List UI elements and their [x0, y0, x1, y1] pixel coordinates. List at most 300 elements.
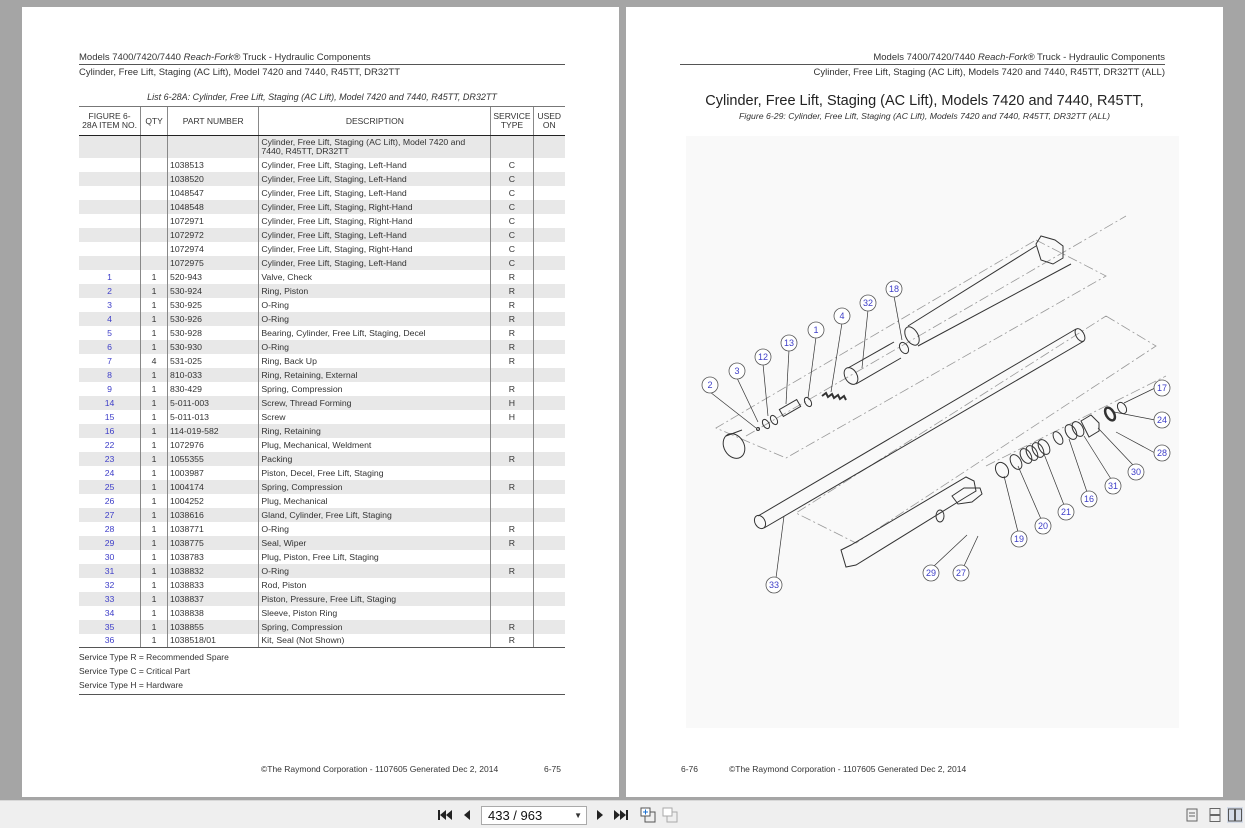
- svg-text:4: 4: [839, 311, 845, 322]
- part-number-cell: 810-033: [168, 368, 259, 382]
- continuous-view-button[interactable]: [1207, 807, 1223, 823]
- continuous-page-icon: [1209, 808, 1221, 822]
- used-on-cell: [533, 564, 565, 578]
- used-on-cell: [533, 578, 565, 592]
- service-type-cell: R: [491, 620, 533, 634]
- description-cell: Plug, Mechanical: [259, 494, 491, 508]
- single-page-view-button[interactable]: [1184, 807, 1200, 823]
- last-page-icon: [614, 809, 628, 821]
- svg-text:17: 17: [1156, 383, 1168, 394]
- col-header-used-on: USED ON: [533, 107, 565, 136]
- table-row: [79, 256, 565, 270]
- qty-cell: [141, 186, 168, 200]
- copy-page-icon: [640, 807, 656, 823]
- table-row: [79, 354, 565, 368]
- svg-text:21: 21: [1060, 507, 1072, 518]
- page-indicator: 433 / 963: [488, 808, 543, 823]
- used-on-cell: [533, 284, 565, 298]
- table-row: [79, 214, 565, 228]
- table-row: [79, 382, 565, 396]
- item-number-cell: [79, 242, 141, 256]
- description-cell: O-Ring: [259, 340, 491, 354]
- part-number-cell: 1038832: [168, 564, 259, 578]
- used-on-cell: [533, 466, 565, 480]
- table-row: [79, 340, 565, 354]
- qty-cell: 1: [141, 494, 168, 508]
- part-number-cell: 1048548: [168, 200, 259, 214]
- table-row: [79, 452, 565, 466]
- part-number-cell: 1072975: [168, 256, 259, 270]
- used-on-cell: [533, 256, 565, 270]
- svg-text:3: 3: [734, 366, 740, 377]
- item-number-cell[interactable]: 4: [79, 312, 141, 326]
- description-cell: Kit, Seal (Not Shown): [259, 634, 491, 648]
- page-number: 6-76: [681, 764, 699, 774]
- used-on-cell: [533, 382, 565, 396]
- qty-cell: 1: [141, 578, 168, 592]
- table-row: [79, 284, 565, 298]
- callout-21[interactable]: [1058, 504, 1074, 520]
- description-cell: Sleeve, Piston Ring: [259, 606, 491, 620]
- table-row: [79, 564, 565, 578]
- page-stack-icon: [662, 807, 678, 823]
- used-on-cell: [533, 480, 565, 494]
- previous-page-icon: [462, 809, 472, 821]
- qty-cell: 1: [141, 284, 168, 298]
- part-number-cell: 1038833: [168, 578, 259, 592]
- item-number-cell: [79, 186, 141, 200]
- callout-30[interactable]: [1128, 464, 1144, 480]
- page-number: 6-75: [544, 764, 562, 774]
- item-number-cell[interactable]: 27: [79, 508, 141, 522]
- navigation-toolbar: [0, 800, 1245, 828]
- service-type-cell: [491, 466, 533, 480]
- description-cell: O-Ring: [259, 298, 491, 312]
- part-number-cell: 1038513: [168, 158, 259, 172]
- remove-page-button[interactable]: [662, 807, 678, 823]
- item-number-cell[interactable]: 14: [79, 396, 141, 410]
- item-number-cell: [79, 172, 141, 186]
- part-number-cell: 1038616: [168, 508, 259, 522]
- header-subtitle: Cylinder, Free Lift, Staging (AC Lift), Model 7420 and 7440, R45TT, DR32TT: [79, 67, 401, 78]
- used-on-cell: [533, 620, 565, 634]
- item-number-cell[interactable]: 32: [104, 579, 115, 590]
- item-number-cell[interactable]: 23: [79, 452, 141, 466]
- svg-text:28: 28: [1156, 448, 1168, 459]
- page-right: [626, 7, 1223, 797]
- service-type-cell: R: [491, 634, 533, 648]
- table-row: [79, 620, 565, 634]
- table-row: [79, 396, 565, 410]
- qty-cell: 1: [141, 452, 168, 466]
- service-type-cell: [491, 368, 533, 382]
- used-on-cell: [533, 410, 565, 424]
- description-cell: Screw, Thread Forming: [259, 396, 491, 410]
- svg-text:19: 19: [1013, 534, 1025, 545]
- previous-page-button[interactable]: [459, 807, 475, 823]
- callout-17[interactable]: [1154, 380, 1170, 396]
- table-row: [79, 424, 565, 438]
- service-type-cell: C: [491, 172, 533, 186]
- callout-group: [702, 281, 1170, 593]
- used-on-cell: [533, 508, 565, 522]
- legend-item-c: Service Type C = Critical Part: [79, 666, 191, 676]
- description-cell: Gland, Cylinder, Free Lift, Staging: [259, 508, 491, 522]
- used-on-cell: [533, 172, 565, 186]
- qty-cell: 1: [141, 634, 168, 648]
- legend-item-r: Service Type R = Recommended Spare: [79, 652, 229, 662]
- svg-text:16: 16: [1083, 494, 1095, 505]
- service-type-cell: C: [491, 200, 533, 214]
- part-number-cell: 1072972: [168, 228, 259, 242]
- figure-caption: Figure 6-29: Cylinder, Free Lift, Staging (AC Lift), Models 7420 and 7440, R45TT, DR32TT (ALL): [738, 111, 1110, 121]
- item-number-cell[interactable]: 16: [79, 424, 141, 438]
- single-page-icon: [1186, 808, 1198, 822]
- used-on-cell: [533, 396, 565, 410]
- callout-31[interactable]: [1105, 478, 1121, 494]
- item-number-cell[interactable]: 24: [104, 467, 115, 478]
- page-number-dropdown[interactable]: [481, 806, 587, 825]
- footer-copyright: ©The Raymond Corporation - 1107605 Generated Dec 2, 2014: [261, 764, 499, 774]
- used-on-cell: [533, 452, 565, 466]
- svg-text:20: 20: [1037, 521, 1049, 532]
- part-number-cell: 1038837: [168, 592, 259, 606]
- part-number-cell: 1072971: [168, 214, 259, 228]
- svg-text:13: 13: [783, 338, 795, 349]
- table-row: [79, 326, 565, 340]
- qty-cell: 1: [141, 326, 168, 340]
- qty-cell: 1: [141, 340, 168, 354]
- item-number-cell[interactable]: 29: [79, 536, 141, 550]
- part-number-cell: 1038838: [168, 606, 259, 620]
- qty-cell: 1: [141, 606, 168, 620]
- used-on-cell: [533, 424, 565, 438]
- header-rule: [79, 64, 565, 65]
- service-type-cell: C: [491, 214, 533, 228]
- qty-cell: 1: [141, 298, 168, 312]
- qty-cell: 1: [141, 438, 168, 452]
- first-page-icon: [438, 809, 452, 821]
- svg-text:30: 30: [1130, 467, 1142, 478]
- qty-cell: 1: [141, 424, 168, 438]
- item-number-cell[interactable]: 3: [107, 299, 112, 310]
- description-cell: Cylinder, Free Lift, Staging, Left-Hand: [259, 172, 491, 186]
- description-cell: Seal, Wiper: [259, 536, 491, 550]
- description-cell: Bearing, Cylinder, Free Lift, Staging, Decel: [259, 326, 491, 340]
- service-type-cell: [491, 606, 533, 620]
- item-number-cell[interactable]: 36: [79, 634, 141, 648]
- service-type-cell: [491, 136, 533, 158]
- next-page-icon: [595, 809, 605, 821]
- qty-cell: 1: [141, 396, 168, 410]
- callout-27[interactable]: [953, 565, 969, 581]
- description-cell: Ring, Retaining, External: [259, 368, 491, 382]
- used-on-cell: [533, 340, 565, 354]
- qty-cell: 1: [141, 466, 168, 480]
- used-on-cell: [533, 312, 565, 326]
- used-on-cell: [533, 522, 565, 536]
- table-row: [79, 200, 565, 214]
- part-number-cell: 114-019-582: [168, 424, 259, 438]
- item-number-cell[interactable]: 30: [104, 551, 115, 562]
- service-type-cell: [491, 578, 533, 592]
- last-page-button[interactable]: [613, 807, 629, 823]
- item-number-cell[interactable]: 31: [79, 564, 141, 578]
- description-cell: Piston, Decel, Free Lift, Staging: [259, 466, 491, 480]
- part-number-cell: 1055355: [168, 452, 259, 466]
- part-number-cell: 530-926: [168, 312, 259, 326]
- table-row: [79, 410, 565, 424]
- svg-text:31: 31: [1107, 481, 1119, 492]
- service-type-cell: R: [491, 382, 533, 396]
- service-type-cell: R: [491, 564, 533, 578]
- description-cell: O-Ring: [259, 312, 491, 326]
- service-type-cell: C: [491, 186, 533, 200]
- description-cell: Plug, Piston, Free Lift, Staging: [259, 550, 491, 564]
- item-number-cell[interactable]: 7: [107, 355, 112, 366]
- item-number-cell[interactable]: 34: [104, 607, 115, 618]
- used-on-cell: [533, 186, 565, 200]
- part-number-cell: 1038775: [168, 536, 259, 550]
- service-type-cell: R: [491, 340, 533, 354]
- qty-cell: [141, 172, 168, 186]
- item-number-cell[interactable]: 8: [79, 368, 141, 382]
- callout-12[interactable]: [755, 349, 771, 365]
- callout-4[interactable]: [834, 308, 850, 324]
- service-type-cell: R: [491, 312, 533, 326]
- description-cell: Ring, Piston: [259, 284, 491, 298]
- qty-cell: 1: [141, 270, 168, 284]
- part-number-cell: 1038855: [168, 620, 259, 634]
- description-cell: Piston, Pressure, Free Lift, Staging: [259, 592, 491, 606]
- callout-20[interactable]: [1035, 518, 1051, 534]
- item-number-cell: [79, 228, 141, 242]
- callout-33[interactable]: [766, 577, 782, 593]
- description-cell: Spring, Compression: [259, 620, 491, 634]
- next-page-button[interactable]: [592, 807, 608, 823]
- callout-24[interactable]: [1154, 412, 1170, 428]
- page-left: [22, 7, 619, 797]
- part-number-cell: [168, 136, 259, 158]
- used-on-cell: [533, 242, 565, 256]
- qty-cell: 1: [141, 410, 168, 424]
- table-row: [79, 136, 565, 158]
- service-type-legend: [79, 650, 565, 695]
- used-on-cell: [533, 368, 565, 382]
- callout-2[interactable]: [702, 377, 718, 393]
- qty-cell: 1: [141, 480, 168, 494]
- item-number-cell[interactable]: 33: [79, 592, 141, 606]
- service-type-cell: H: [491, 410, 533, 424]
- callout-19[interactable]: [1011, 531, 1027, 547]
- used-on-cell: [533, 536, 565, 550]
- table-row: [79, 172, 565, 186]
- table-row: [79, 368, 565, 382]
- table-row: [79, 522, 565, 536]
- item-number-cell: [79, 136, 141, 158]
- item-number-cell[interactable]: 9: [107, 383, 112, 394]
- svg-text:33: 33: [768, 580, 780, 591]
- part-number-cell: 1048547: [168, 186, 259, 200]
- part-number-cell: 530-928: [168, 326, 259, 340]
- table-row: [79, 466, 565, 480]
- legend-item-h: Service Type H = Hardware: [79, 680, 184, 690]
- item-number-cell[interactable]: 6: [79, 340, 141, 354]
- svg-text:1: 1: [813, 325, 819, 336]
- service-type-cell: [491, 550, 533, 564]
- table-row: [79, 158, 565, 172]
- table-row: [79, 298, 565, 312]
- qty-cell: [141, 214, 168, 228]
- qty-cell: 1: [141, 382, 168, 396]
- dropdown-arrow-icon: ▼: [574, 811, 582, 820]
- qty-cell: [141, 228, 168, 242]
- svg-text:29: 29: [925, 568, 937, 579]
- qty-cell: [141, 136, 168, 158]
- first-page-button[interactable]: [437, 807, 453, 823]
- used-on-cell: [533, 214, 565, 228]
- qty-cell: 1: [141, 522, 168, 536]
- part-number-cell: 1004252: [168, 494, 259, 508]
- table-row: [79, 634, 565, 648]
- exploded-diagram: [686, 136, 1179, 728]
- service-type-cell: R: [491, 298, 533, 312]
- cylinder-exploded-view: [686, 136, 1179, 728]
- qty-cell: 1: [141, 312, 168, 326]
- table-row: [79, 438, 565, 452]
- callout-28[interactable]: [1154, 445, 1170, 461]
- list-caption: List 6-28A: Cylinder, Free Lift, Staging (AC Lift), Model 7420 and 7440, R45TT, DR32TT: [147, 92, 497, 102]
- description-cell: Plug, Mechanical, Weldment: [259, 438, 491, 452]
- part-number-cell: 531-025: [168, 354, 259, 368]
- item-number-cell[interactable]: 5: [107, 327, 112, 338]
- item-number-cell[interactable]: 22: [104, 439, 115, 450]
- qty-cell: [141, 242, 168, 256]
- used-on-cell: [533, 438, 565, 452]
- item-number-cell[interactable]: 25: [79, 480, 141, 494]
- item-number-cell[interactable]: 2: [79, 284, 141, 298]
- callout-13[interactable]: [781, 335, 797, 351]
- qty-cell: 1: [141, 508, 168, 522]
- item-number-cell: [79, 158, 141, 172]
- callout-16[interactable]: [1081, 491, 1097, 507]
- table-row: [79, 550, 565, 564]
- description-cell: Packing: [259, 452, 491, 466]
- callout-32[interactable]: [860, 295, 876, 311]
- service-type-cell: [491, 592, 533, 606]
- service-type-cell: [491, 424, 533, 438]
- table-row: [79, 228, 565, 242]
- part-number-cell: 530-924: [168, 284, 259, 298]
- service-type-cell: C: [491, 228, 533, 242]
- used-on-cell: [533, 228, 565, 242]
- callout-29[interactable]: [923, 565, 939, 581]
- table-row: [79, 494, 565, 508]
- part-number-cell: 1072976: [168, 438, 259, 452]
- footer-copyright: ©The Raymond Corporation - 1107605 Generated Dec 2, 2014: [729, 764, 967, 774]
- service-type-cell: H: [491, 396, 533, 410]
- qty-cell: 1: [141, 564, 168, 578]
- table-row: [79, 536, 565, 550]
- description-cell: Ring, Back Up: [259, 354, 491, 368]
- svg-text:12: 12: [757, 352, 769, 363]
- item-number-cell: [79, 214, 141, 228]
- table-row: [79, 312, 565, 326]
- description-cell: Screw: [259, 410, 491, 424]
- callout-1[interactable]: [808, 322, 824, 338]
- col-header-description: DESCRIPTION: [259, 107, 491, 136]
- qty-cell: [141, 256, 168, 270]
- part-number-cell: 1003987: [168, 466, 259, 480]
- description-cell: Ring, Retaining: [259, 424, 491, 438]
- header-title: Models 7400/7420/7440 Reach-Fork® Truck - Hydraulic Components: [79, 52, 371, 63]
- service-type-cell: [491, 438, 533, 452]
- table-row: [79, 578, 565, 592]
- service-type-cell: C: [491, 242, 533, 256]
- service-type-cell: R: [491, 284, 533, 298]
- used-on-cell: [533, 136, 565, 158]
- description-cell: Cylinder, Free Lift, Staging, Left-Hand: [259, 256, 491, 270]
- service-type-cell: C: [491, 256, 533, 270]
- add-page-button[interactable]: [640, 807, 656, 823]
- part-number-cell: 1072974: [168, 242, 259, 256]
- used-on-cell: [533, 326, 565, 340]
- table-row: [79, 242, 565, 256]
- used-on-cell: [533, 494, 565, 508]
- qty-cell: 1: [141, 368, 168, 382]
- header-title: Models 7400/7420/7440 Reach-Fork® Truck - Hydraulic Components: [873, 52, 1165, 63]
- service-type-cell: R: [491, 354, 533, 368]
- item-number-cell[interactable]: 15: [104, 411, 115, 422]
- used-on-cell: [533, 634, 565, 648]
- item-number-cell[interactable]: 28: [104, 523, 115, 534]
- service-type-cell: R: [491, 326, 533, 340]
- item-number-cell: [79, 200, 141, 214]
- description-cell: Cylinder, Free Lift, Staging, Right-Hand: [259, 242, 491, 256]
- description-cell: Cylinder, Free Lift, Staging (AC Lift), Model 7420 and 7440, R45TT, DR32TT: [259, 136, 491, 158]
- part-number-cell: 1038520: [168, 172, 259, 186]
- description-cell: Cylinder, Free Lift, Staging, Left-Hand: [259, 158, 491, 172]
- item-number-cell[interactable]: 26: [104, 495, 115, 506]
- description-cell: Cylinder, Free Lift, Staging, Left-Hand: [259, 228, 491, 242]
- service-type-cell: [491, 494, 533, 508]
- item-number-cell[interactable]: 35: [79, 620, 141, 634]
- used-on-cell: [533, 158, 565, 172]
- header-rule: [680, 64, 1165, 65]
- table-row: [79, 270, 565, 284]
- table-header-row: [79, 107, 565, 136]
- table-row: [79, 186, 565, 200]
- used-on-cell: [533, 606, 565, 620]
- used-on-cell: [533, 270, 565, 284]
- item-number-cell[interactable]: 1: [107, 271, 112, 282]
- qty-cell: [141, 200, 168, 214]
- service-type-cell: R: [491, 536, 533, 550]
- service-type-cell: R: [491, 452, 533, 466]
- two-page-view-button[interactable]: [1227, 807, 1243, 823]
- part-number-cell: 1038783: [168, 550, 259, 564]
- callout-3[interactable]: [729, 363, 745, 379]
- description-cell: O-Ring: [259, 564, 491, 578]
- svg-text:27: 27: [955, 568, 967, 579]
- used-on-cell: [533, 592, 565, 606]
- header-subtitle: Cylinder, Free Lift, Staging (AC Lift), Models 7420 and 7440, R45TT, DR32TT (ALL): [813, 67, 1165, 78]
- callout-18[interactable]: [886, 281, 902, 297]
- part-number-cell: 5-011-013: [168, 410, 259, 424]
- description-cell: Cylinder, Free Lift, Staging, Left-Hand: [259, 186, 491, 200]
- two-page-icon: [1228, 808, 1242, 822]
- used-on-cell: [533, 298, 565, 312]
